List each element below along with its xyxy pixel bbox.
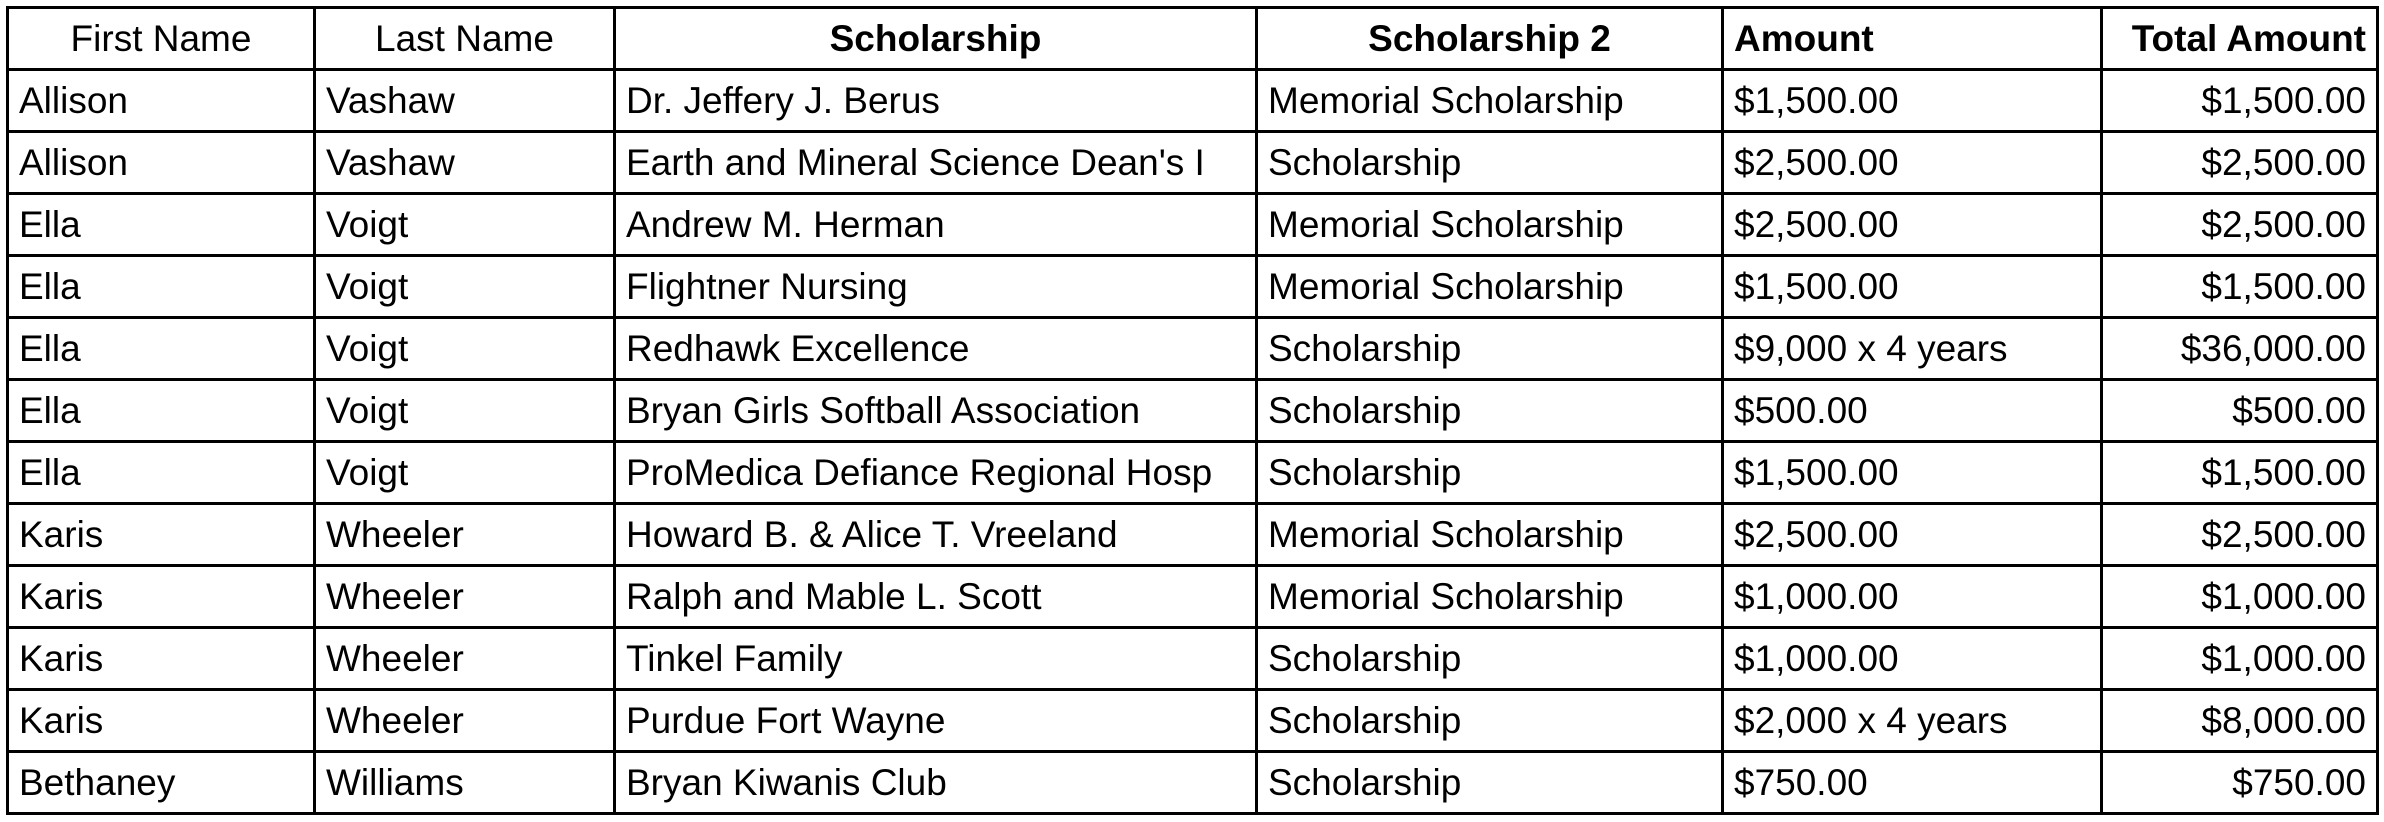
cell-total-amount[interactable]: [2102, 194, 2378, 256]
cell-first-name-text: Karis: [19, 638, 104, 679]
header-cell-scholarship[interactable]: Scholarship: [615, 8, 1257, 70]
cell-scholarship-text: Andrew M. Herman: [626, 204, 945, 245]
cell-first-name[interactable]: [8, 504, 315, 566]
cell-scholarship-2-text: Memorial Scholarship: [1268, 514, 1624, 555]
table-row: [8, 628, 2378, 690]
cell-scholarship[interactable]: [615, 70, 1257, 132]
cell-last-name[interactable]: [315, 194, 615, 256]
cell-last-name-text: Wheeler: [326, 576, 464, 617]
table-row: [8, 194, 2378, 256]
cell-scholarship-text: Howard B. & Alice T. Vreeland: [626, 514, 1118, 555]
cell-amount[interactable]: [1723, 504, 2102, 566]
cell-last-name-text: Voigt: [326, 452, 409, 493]
cell-first-name[interactable]: [8, 752, 315, 814]
table-row: [8, 70, 2378, 132]
cell-last-name[interactable]: [315, 566, 615, 628]
cell-first-name-text: Karis: [19, 576, 104, 617]
cell-first-name-text: Karis: [19, 700, 104, 741]
cell-scholarship[interactable]: [615, 504, 1257, 566]
cell-amount[interactable]: [1723, 318, 2102, 380]
scholarship-table: [6, 6, 2379, 815]
cell-amount[interactable]: [1723, 566, 2102, 628]
cell-first-name[interactable]: [8, 690, 315, 752]
cell-amount-text: $1,000.00: [1734, 638, 1899, 679]
table-row: [8, 752, 2378, 814]
cell-total-amount[interactable]: [2102, 132, 2378, 194]
cell-scholarship-2-text: Scholarship: [1268, 700, 1462, 741]
cell-total-amount[interactable]: [2102, 318, 2378, 380]
cell-total-amount[interactable]: [2102, 70, 2378, 132]
cell-scholarship-2[interactable]: [1257, 256, 1723, 318]
cell-scholarship-2-text: Scholarship: [1268, 142, 1462, 183]
cell-total-amount-text: $500.00: [2232, 390, 2366, 431]
cell-scholarship-2-text: Scholarship: [1268, 328, 1462, 369]
cell-scholarship-2-text: Memorial Scholarship: [1268, 204, 1624, 245]
cell-last-name-text: Vashaw: [326, 80, 455, 121]
cell-scholarship[interactable]: [615, 256, 1257, 318]
cell-total-amount[interactable]: [2102, 256, 2378, 318]
cell-scholarship[interactable]: [615, 566, 1257, 628]
cell-scholarship-2[interactable]: [1257, 132, 1723, 194]
cell-total-amount-text: $1,500.00: [2201, 80, 2366, 121]
cell-scholarship-2[interactable]: [1257, 380, 1723, 442]
table-row: [8, 256, 2378, 318]
cell-amount[interactable]: [1723, 690, 2102, 752]
cell-scholarship-2[interactable]: [1257, 628, 1723, 690]
table-row: [8, 318, 2378, 380]
cell-total-amount-text: $1,500.00: [2201, 266, 2366, 307]
cell-amount-text: $1,500.00: [1734, 266, 1899, 307]
cell-amount[interactable]: [1723, 256, 2102, 318]
cell-total-amount[interactable]: [2102, 504, 2378, 566]
cell-last-name[interactable]: [315, 380, 615, 442]
cell-first-name-text: Bethaney: [19, 762, 176, 803]
cell-total-amount-text: $2,500.00: [2201, 514, 2366, 555]
cell-first-name-text: Ella: [19, 204, 81, 245]
cell-first-name[interactable]: [8, 566, 315, 628]
cell-last-name[interactable]: [315, 256, 615, 318]
table-row: [8, 380, 2378, 442]
cell-first-name[interactable]: [8, 132, 315, 194]
cell-last-name-text: Wheeler: [326, 638, 464, 679]
cell-first-name[interactable]: [8, 380, 315, 442]
cell-scholarship[interactable]: [615, 752, 1257, 814]
cell-amount-text: $2,500.00: [1734, 514, 1899, 555]
cell-amount[interactable]: [1723, 442, 2102, 504]
cell-amount[interactable]: [1723, 628, 2102, 690]
cell-first-name[interactable]: [8, 70, 315, 132]
cell-total-amount[interactable]: [2102, 628, 2378, 690]
cell-scholarship[interactable]: [615, 132, 1257, 194]
cell-scholarship[interactable]: [615, 380, 1257, 442]
cell-last-name[interactable]: [315, 504, 615, 566]
cell-scholarship[interactable]: [615, 442, 1257, 504]
cell-scholarship-2[interactable]: [1257, 194, 1723, 256]
cell-last-name-text: Voigt: [326, 328, 409, 369]
header-cell-scholarship-2[interactable]: Scholarship 2: [1257, 8, 1723, 70]
cell-amount[interactable]: [1723, 752, 2102, 814]
cell-total-amount[interactable]: [2102, 566, 2378, 628]
cell-scholarship-2[interactable]: [1257, 566, 1723, 628]
cell-scholarship-text: Purdue Fort Wayne: [626, 700, 946, 741]
cell-last-name[interactable]: [315, 318, 615, 380]
cell-scholarship-text: Dr. Jeffery J. Berus: [626, 80, 940, 121]
cell-scholarship-2-text: Memorial Scholarship: [1268, 80, 1624, 121]
header-cell-first-name[interactable]: First Name: [8, 8, 315, 70]
cell-amount[interactable]: [1723, 70, 2102, 132]
cell-first-name-text: Ella: [19, 328, 81, 369]
header-cell-total-amount[interactable]: Total Amount: [2102, 8, 2378, 70]
cell-total-amount[interactable]: [2102, 752, 2378, 814]
cell-amount-text: $2,500.00: [1734, 142, 1899, 183]
cell-total-amount-text: $2,500.00: [2201, 142, 2366, 183]
cell-amount-text: $500.00: [1734, 390, 1868, 431]
cell-total-amount-text: $8,000.00: [2201, 700, 2366, 741]
cell-last-name[interactable]: [315, 70, 615, 132]
cell-scholarship-2[interactable]: [1257, 70, 1723, 132]
cell-first-name-text: Allison: [19, 80, 128, 121]
cell-amount-text: $1,000.00: [1734, 576, 1899, 617]
cell-scholarship-text: Ralph and Mable L. Scott: [626, 576, 1042, 617]
cell-scholarship-text: Bryan Girls Softball Association: [626, 390, 1141, 431]
header-cell-amount[interactable]: Amount: [1723, 8, 2102, 70]
cell-scholarship-text: Earth and Mineral Science Dean's I: [626, 142, 1205, 183]
cell-total-amount-text: $1,500.00: [2201, 452, 2366, 493]
cell-scholarship[interactable]: [615, 194, 1257, 256]
cell-first-name[interactable]: [8, 256, 315, 318]
cell-total-amount[interactable]: [2102, 380, 2378, 442]
cell-total-amount[interactable]: [2102, 690, 2378, 752]
cell-amount-text: $1,500.00: [1734, 452, 1899, 493]
cell-amount[interactable]: [1723, 380, 2102, 442]
cell-total-amount-text: $1,000.00: [2201, 576, 2366, 617]
cell-amount-text: $2,000 x 4 years: [1734, 700, 2008, 741]
header-cell-last-name[interactable]: Last Name: [315, 8, 615, 70]
cell-scholarship-text: ProMedica Defiance Regional Hosp: [626, 452, 1213, 493]
cell-scholarship-text: Tinkel Family: [626, 638, 843, 679]
cell-total-amount-text: $750.00: [2232, 762, 2366, 803]
cell-last-name-text: Voigt: [326, 204, 409, 245]
cell-total-amount-text: $1,000.00: [2201, 638, 2366, 679]
cell-amount[interactable]: [1723, 132, 2102, 194]
table-row: [8, 132, 2378, 194]
cell-first-name[interactable]: [8, 442, 315, 504]
cell-last-name[interactable]: [315, 752, 615, 814]
cell-scholarship-2[interactable]: [1257, 504, 1723, 566]
cell-amount-text: $9,000 x 4 years: [1734, 328, 2008, 369]
cell-first-name[interactable]: [8, 318, 315, 380]
cell-last-name-text: Voigt: [326, 266, 409, 307]
cell-first-name[interactable]: [8, 194, 315, 256]
cell-scholarship[interactable]: [615, 690, 1257, 752]
cell-last-name[interactable]: [315, 628, 615, 690]
cell-scholarship[interactable]: [615, 318, 1257, 380]
table-row: [8, 504, 2378, 566]
cell-first-name-text: Karis: [19, 514, 104, 555]
cell-scholarship-text: Flightner Nursing: [626, 266, 908, 307]
cell-scholarship-2[interactable]: [1257, 318, 1723, 380]
cell-scholarship-2-text: Scholarship: [1268, 452, 1462, 493]
cell-last-name-text: Vashaw: [326, 142, 455, 183]
cell-scholarship-2-text: Memorial Scholarship: [1268, 576, 1624, 617]
cell-scholarship-2[interactable]: [1257, 752, 1723, 814]
cell-last-name-text: Wheeler: [326, 700, 464, 741]
cell-first-name-text: Ella: [19, 452, 81, 493]
cell-scholarship-2[interactable]: [1257, 442, 1723, 504]
cell-total-amount-text: $2,500.00: [2201, 204, 2366, 245]
cell-last-name[interactable]: [315, 690, 615, 752]
cell-first-name-text: Allison: [19, 142, 128, 183]
cell-scholarship-2-text: Memorial Scholarship: [1268, 266, 1624, 307]
cell-amount-text: $1,500.00: [1734, 80, 1899, 121]
cell-scholarship-2-text: Scholarship: [1268, 638, 1462, 679]
cell-last-name-text: Voigt: [326, 390, 409, 431]
cell-scholarship-text: Bryan Kiwanis Club: [626, 762, 947, 803]
cell-scholarship-text: Redhawk Excellence: [626, 328, 970, 369]
cell-first-name[interactable]: [8, 628, 315, 690]
cell-scholarship-2-text: Scholarship: [1268, 762, 1462, 803]
header-row: [8, 8, 2378, 70]
cell-scholarship-2[interactable]: [1257, 690, 1723, 752]
cell-first-name-text: Ella: [19, 266, 81, 307]
cell-last-name-text: Williams: [326, 762, 464, 803]
cell-first-name-text: Ella: [19, 390, 81, 431]
cell-last-name-text: Wheeler: [326, 514, 464, 555]
table-row: [8, 566, 2378, 628]
cell-total-amount[interactable]: [2102, 442, 2378, 504]
cell-amount-text: $2,500.00: [1734, 204, 1899, 245]
cell-scholarship[interactable]: [615, 628, 1257, 690]
cell-scholarship-2-text: Scholarship: [1268, 390, 1462, 431]
table-row: [8, 690, 2378, 752]
table-row: [8, 442, 2378, 504]
cell-amount-text: $750.00: [1734, 762, 1868, 803]
cell-total-amount-text: $36,000.00: [2180, 328, 2366, 369]
cell-last-name[interactable]: [315, 132, 615, 194]
cell-amount[interactable]: [1723, 194, 2102, 256]
cell-last-name[interactable]: [315, 442, 615, 504]
